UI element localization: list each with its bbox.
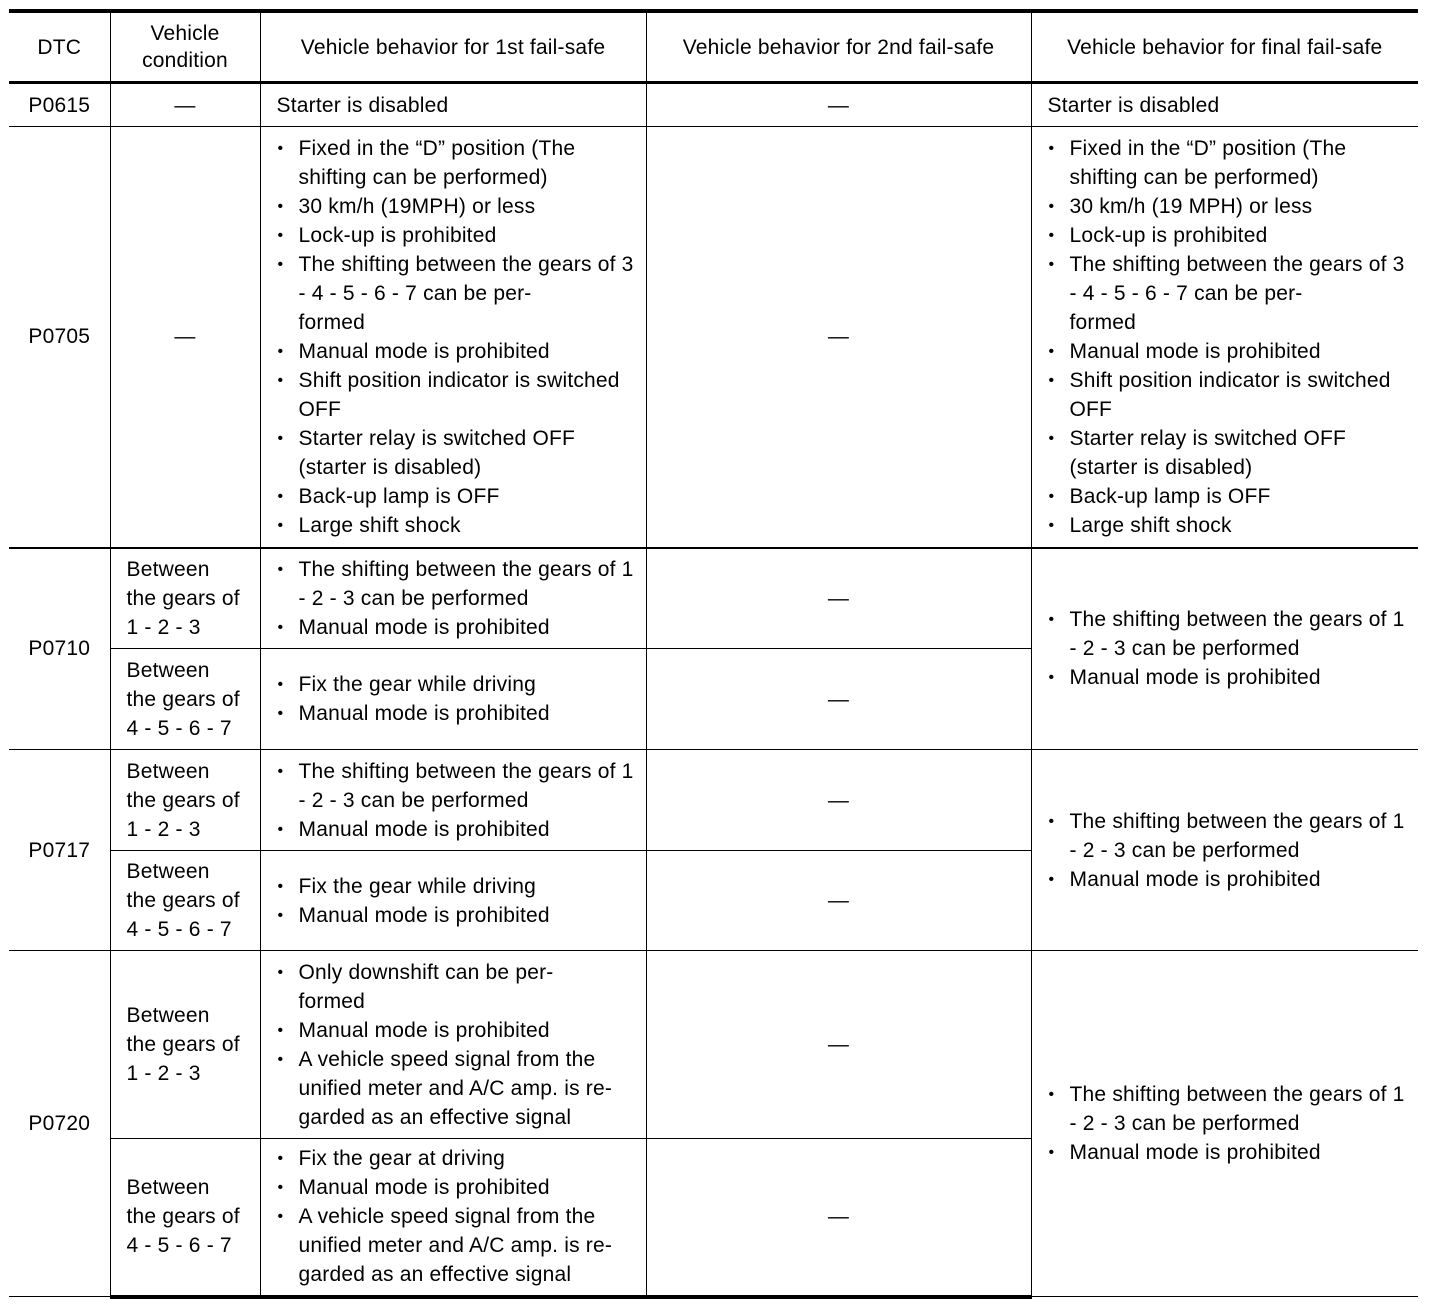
bullet-item: • Fix the gear at driving	[277, 1144, 642, 1173]
first-failsafe-cell	[260, 851, 646, 951]
second-failsafe-cell: —	[646, 83, 1031, 127]
bullet-item: • Manual mode is prohibited	[1048, 865, 1415, 894]
first-failsafe-cell	[260, 1139, 646, 1297]
bullet-list	[1048, 605, 1415, 692]
final-failsafe-cell	[1031, 750, 1418, 951]
bullet-item: • The shifting between the gears of 1 - 2 - 3 can be performed	[1048, 605, 1415, 663]
second-failsafe-cell: —	[646, 951, 1031, 1139]
bullet-item: • The shifting between the gears of 1 - 2 - 3 can be performed	[1048, 807, 1415, 865]
bullet-item: • Lock-up is prohibited	[1048, 221, 1415, 250]
failsafe-table-wrapper	[9, 9, 1418, 1299]
bullet-item: • Fix the gear while driving	[277, 872, 642, 901]
first-failsafe-cell	[260, 649, 646, 750]
bullet-item: • Manual mode is prohibited	[277, 815, 642, 844]
header-vehicle-condition: Vehicle condition	[110, 11, 260, 83]
table-row-p0615	[9, 83, 1418, 127]
bullet-item: • Only downshift can be per- formed	[277, 958, 642, 1016]
final-failsafe-cell: Starter is disabled	[1031, 83, 1418, 127]
first-failsafe-cell	[260, 951, 646, 1139]
failsafe-table	[9, 9, 1418, 1299]
table-row-p0720-a	[9, 951, 1418, 1139]
condition-cell: Between the gears of 4 - 5 - 6 - 7	[110, 649, 260, 750]
bullet-item: • Manual mode is prohibited	[1048, 337, 1415, 366]
table-row-p0717-a	[9, 750, 1418, 851]
bullet-list	[277, 134, 642, 540]
first-failsafe-cell	[260, 548, 646, 649]
final-failsafe-cell	[1031, 548, 1418, 750]
condition-cell: Between the gears of 1 - 2 - 3	[110, 548, 260, 649]
table-header-row	[9, 11, 1418, 83]
bullet-list	[277, 1144, 642, 1289]
bullet-item: • Shift position indicator is switched OFF	[277, 366, 642, 424]
bullet-list	[277, 555, 642, 642]
dtc-cell: P0710	[9, 548, 110, 750]
bullet-item: • The shifting between the gears of 1 - 2 - 3 can be performed	[277, 757, 642, 815]
bullet-list	[1048, 807, 1415, 894]
condition-cell: Between the gears of 1 - 2 - 3	[110, 951, 260, 1139]
second-failsafe-cell: —	[646, 750, 1031, 851]
bullet-item: • Manual mode is prohibited	[277, 613, 642, 642]
bullet-list	[277, 757, 642, 844]
bullet-item: • Back-up lamp is OFF	[1048, 482, 1415, 511]
condition-cell: —	[110, 83, 260, 127]
first-failsafe-cell	[260, 750, 646, 851]
bullet-list	[277, 872, 642, 930]
bullet-item: • Manual mode is prohibited	[277, 1016, 642, 1045]
bullet-item: • The shifting between the gears of 1 - 2 - 3 can be performed	[1048, 1080, 1415, 1138]
bullet-list	[277, 670, 642, 728]
second-failsafe-cell: —	[646, 1139, 1031, 1297]
dtc-cell: P0720	[9, 951, 110, 1297]
final-failsafe-cell	[1031, 127, 1418, 548]
bullet-item: • Manual mode is prohibited	[277, 901, 642, 930]
bullet-list	[1048, 1080, 1415, 1167]
bullet-item: • Fix the gear while driving	[277, 670, 642, 699]
condition-cell: Between the gears of 4 - 5 - 6 - 7	[110, 1139, 260, 1297]
bullet-item: • A vehicle speed signal from the unified meter and A/C amp. is re- garded as an effective signal	[277, 1202, 642, 1289]
second-failsafe-cell: —	[646, 649, 1031, 750]
condition-cell: Between the gears of 4 - 5 - 6 - 7	[110, 851, 260, 951]
bullet-item: • Fixed in the “D” position (The shifting can be performed)	[277, 134, 642, 192]
bullet-item: • Starter relay is switched OFF (starter is disabled)	[277, 424, 642, 482]
bullet-item: • Back-up lamp is OFF	[277, 482, 642, 511]
bullet-item: • 30 km/h (19 MPH) or less	[1048, 192, 1415, 221]
dtc-cell: P0705	[9, 127, 110, 548]
bullet-item: • Manual mode is prohibited	[277, 699, 642, 728]
table-row-p0705	[9, 127, 1418, 548]
bullet-item: • Shift position indicator is switched OFF	[1048, 366, 1415, 424]
bullet-item: • The shifting between the gears of 3 - 4 - 5 - 6 - 7 can be per- formed	[1048, 250, 1415, 337]
table-row-p0710-a	[9, 548, 1418, 649]
bullet-item: • Fixed in the “D” position (The shifting can be performed)	[1048, 134, 1415, 192]
bullet-item: • Large shift shock	[277, 511, 642, 540]
header-dtc: DTC	[9, 11, 110, 83]
header-1st-fail-safe: Vehicle behavior for 1st fail-safe	[260, 11, 646, 83]
first-failsafe-cell: Starter is disabled	[260, 83, 646, 127]
bullet-list	[1048, 134, 1415, 540]
bullet-item: • A vehicle speed signal from the unified meter and A/C amp. is re- garded as an effective signal	[277, 1045, 642, 1132]
bullet-item: • Manual mode is prohibited	[277, 337, 642, 366]
bullet-item: • The shifting between the gears of 3 - 4 - 5 - 6 - 7 can be per- formed	[277, 250, 642, 337]
condition-cell: —	[110, 127, 260, 548]
second-failsafe-cell: —	[646, 548, 1031, 649]
bullet-item: • Large shift shock	[1048, 511, 1415, 540]
bullet-item: • 30 km/h (19MPH) or less	[277, 192, 642, 221]
bullet-item: • Manual mode is prohibited	[1048, 1138, 1415, 1167]
bullet-item: • Starter relay is switched OFF (starter is disabled)	[1048, 424, 1415, 482]
final-failsafe-cell	[1031, 951, 1418, 1297]
header-2nd-fail-safe: Vehicle behavior for 2nd fail-safe	[646, 11, 1031, 83]
first-failsafe-cell	[260, 127, 646, 548]
dtc-cell: P0615	[9, 83, 110, 127]
bullet-item: • Manual mode is prohibited	[277, 1173, 642, 1202]
bullet-item: • The shifting between the gears of 1 - 2 - 3 can be performed	[277, 555, 642, 613]
bullet-item: • Lock-up is prohibited	[277, 221, 642, 250]
bullet-item: • Manual mode is prohibited	[1048, 663, 1415, 692]
dtc-cell: P0717	[9, 750, 110, 951]
second-failsafe-cell: —	[646, 127, 1031, 548]
second-failsafe-cell: —	[646, 851, 1031, 951]
header-final-fail-safe: Vehicle behavior for final fail-safe	[1031, 11, 1418, 83]
bullet-list	[277, 958, 642, 1132]
condition-cell: Between the gears of 1 - 2 - 3	[110, 750, 260, 851]
